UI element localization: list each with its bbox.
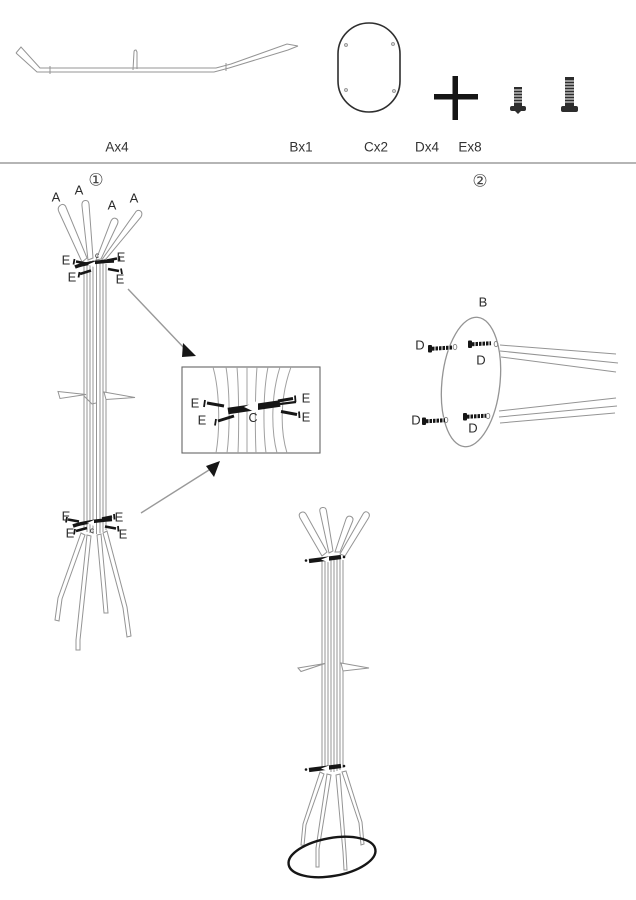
detail-screw-e-label: E bbox=[301, 409, 311, 425]
part-c-drawing bbox=[434, 76, 478, 120]
step1-number: ① bbox=[88, 170, 104, 191]
part-d-label: Dx4 bbox=[414, 139, 440, 155]
hook-a-label: A bbox=[107, 197, 117, 213]
step2-number: ② bbox=[472, 171, 488, 192]
part-b-label: Bx1 bbox=[289, 139, 313, 155]
part-c-label: Cx2 bbox=[363, 139, 389, 155]
final-base-oval bbox=[285, 831, 378, 884]
base-b-label: B bbox=[478, 294, 488, 310]
screw-d-label: D bbox=[411, 412, 421, 428]
screw-d-label: D bbox=[415, 337, 425, 353]
part-b-drawing bbox=[338, 23, 400, 112]
part-a-label: Ax4 bbox=[105, 139, 129, 155]
part-d-drawing bbox=[510, 87, 526, 114]
screw-e-label: E bbox=[114, 509, 124, 525]
screw-d-label: D bbox=[476, 352, 486, 368]
screw-e-label: E bbox=[118, 526, 128, 542]
screw-e-label: E bbox=[65, 525, 75, 541]
screw-e-label: E bbox=[61, 252, 71, 268]
screw-d-label: D bbox=[468, 420, 478, 436]
final-assembly bbox=[285, 507, 378, 883]
part-e-label: Ex8 bbox=[458, 139, 482, 155]
detail-connector-c-label: C bbox=[248, 410, 258, 425]
step2-assembly bbox=[422, 314, 618, 449]
detail-screw-e-label: E bbox=[197, 412, 207, 428]
detail-screw-e-label: E bbox=[301, 390, 311, 406]
step1-assembly bbox=[55, 197, 142, 650]
screw-e-label: E bbox=[116, 249, 126, 265]
connector-c-label: c bbox=[95, 251, 99, 260]
detail-screw-e-label: E bbox=[190, 395, 200, 411]
hook-a-label: A bbox=[51, 189, 61, 205]
screw-e-label: E bbox=[61, 508, 71, 524]
hook-a-label: A bbox=[74, 182, 84, 198]
connector-c-label: c bbox=[90, 526, 94, 535]
screw-e-label: E bbox=[115, 271, 125, 287]
part-a-drawing bbox=[16, 44, 298, 74]
part-e-drawing bbox=[561, 77, 578, 112]
screw-e-label: E bbox=[67, 269, 77, 285]
hook-a-label: A bbox=[129, 190, 139, 206]
